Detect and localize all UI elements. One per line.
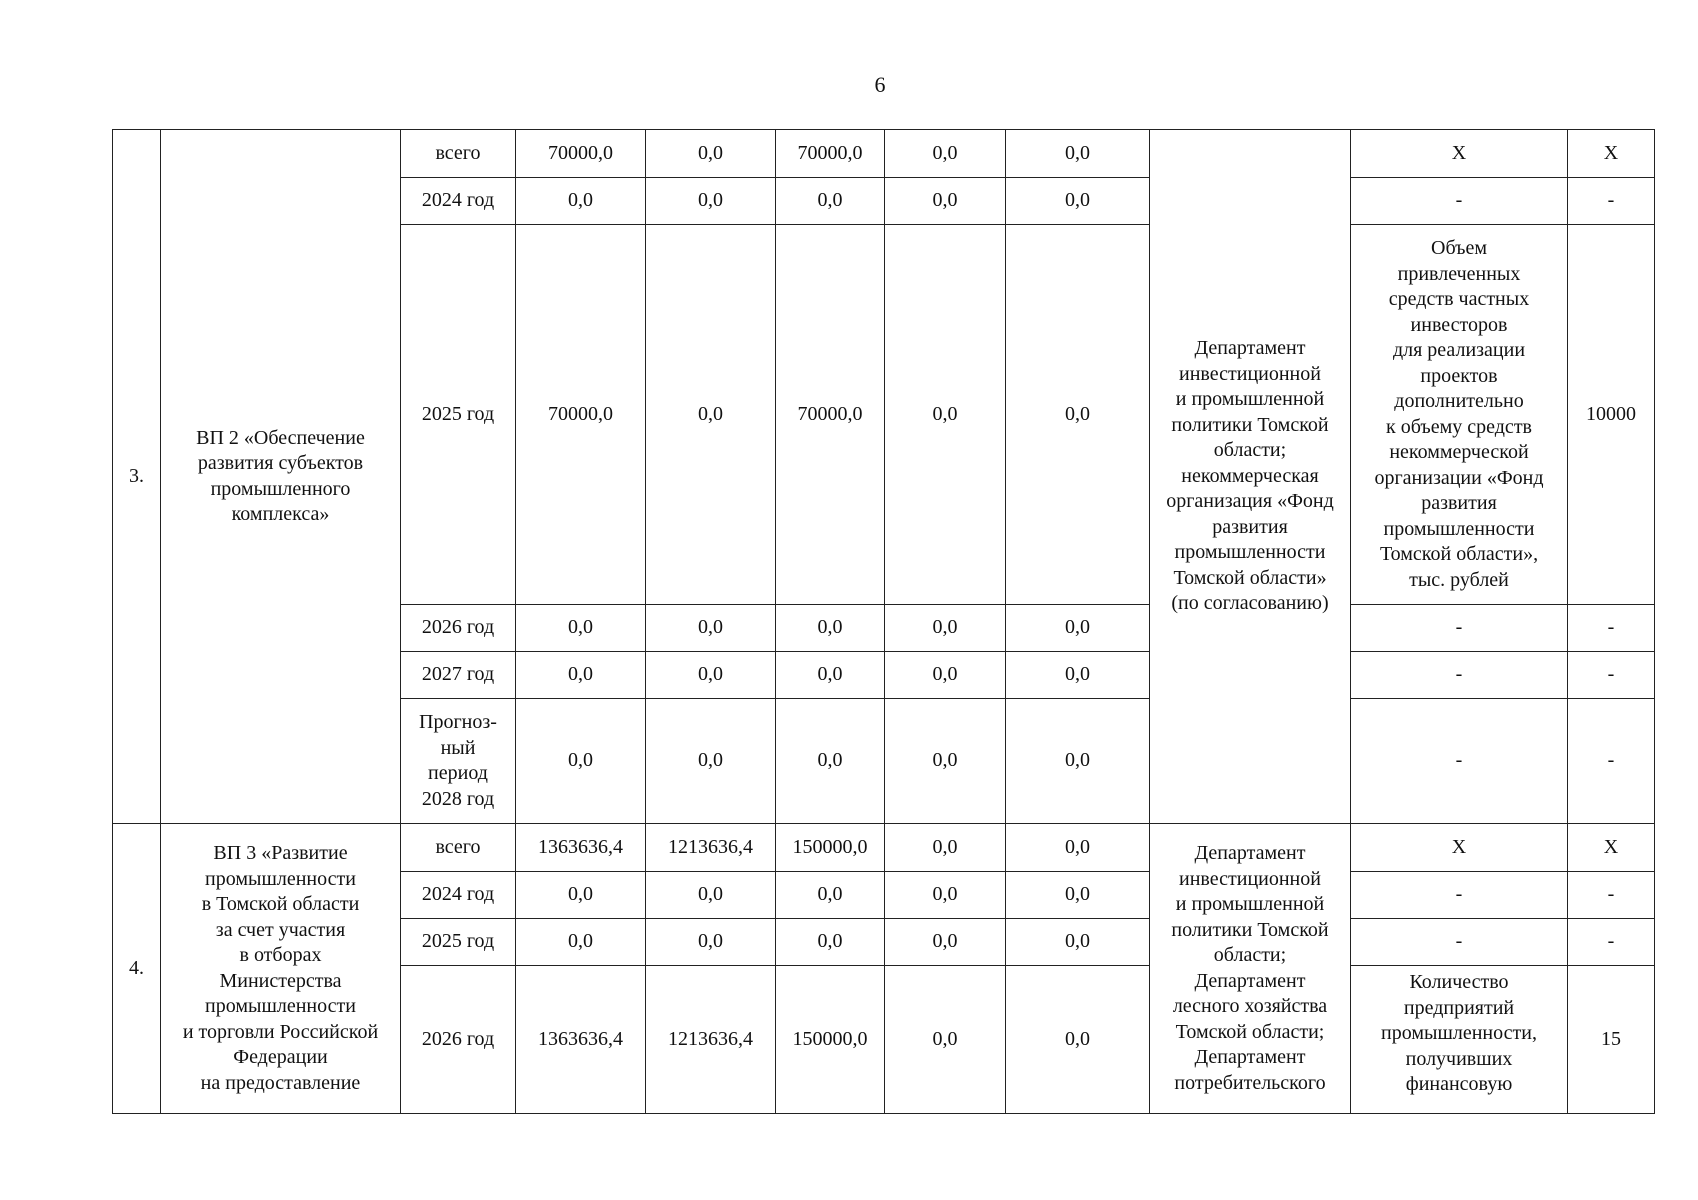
value-cell: 150000,0 bbox=[776, 824, 885, 872]
indicator-cell: - bbox=[1351, 872, 1568, 919]
budget-table bbox=[112, 129, 1655, 1114]
value-cell: 1213636,4 bbox=[646, 966, 776, 1114]
value-cell: 70000,0 bbox=[516, 130, 646, 178]
value-cell: 0,0 bbox=[1006, 699, 1150, 824]
value-cell: 150000,0 bbox=[776, 966, 885, 1114]
value-cell: 0,0 bbox=[646, 652, 776, 699]
value-cell: 0,0 bbox=[1006, 652, 1150, 699]
program-name: ВП 2 «Обеспечение развития субъектов промышленного комплекса» bbox=[161, 130, 401, 824]
indicator-value-cell: X bbox=[1568, 130, 1655, 178]
indicator-value-cell: - bbox=[1568, 919, 1655, 966]
value-cell: 0,0 bbox=[885, 919, 1006, 966]
value-cell: 0,0 bbox=[646, 605, 776, 652]
period-cell: 2026 год bbox=[401, 966, 516, 1114]
period-cell: 2024 год bbox=[401, 872, 516, 919]
value-cell: 0,0 bbox=[1006, 605, 1150, 652]
period-cell: 2025 год bbox=[401, 919, 516, 966]
value-cell: 0,0 bbox=[516, 178, 646, 225]
row-number: 3. bbox=[113, 130, 161, 824]
value-cell: 0,0 bbox=[1006, 178, 1150, 225]
indicator-value-cell: - bbox=[1568, 872, 1655, 919]
value-cell: 0,0 bbox=[1006, 130, 1150, 178]
value-cell: 0,0 bbox=[885, 605, 1006, 652]
value-cell: 70000,0 bbox=[776, 225, 885, 605]
value-cell: 0,0 bbox=[885, 872, 1006, 919]
indicator-cell: X bbox=[1351, 130, 1568, 178]
value-cell: 0,0 bbox=[885, 130, 1006, 178]
value-cell: 0,0 bbox=[776, 605, 885, 652]
value-cell: 0,0 bbox=[885, 178, 1006, 225]
indicator-cell: - bbox=[1351, 699, 1568, 824]
indicator-cell: X bbox=[1351, 824, 1568, 872]
period-cell: всего bbox=[401, 824, 516, 872]
value-cell: 0,0 bbox=[646, 178, 776, 225]
value-cell: 0,0 bbox=[1006, 824, 1150, 872]
value-cell: 70000,0 bbox=[776, 130, 885, 178]
value-cell: 0,0 bbox=[885, 966, 1006, 1114]
indicator-value-cell: - bbox=[1568, 605, 1655, 652]
indicator-value-cell: X bbox=[1568, 824, 1655, 872]
value-cell: 0,0 bbox=[646, 919, 776, 966]
value-cell: 1213636,4 bbox=[646, 824, 776, 872]
value-cell: 0,0 bbox=[885, 824, 1006, 872]
responsible-executor: Департамент инвестиционной и промышленной политики Томской области; некоммерческая организация «Фонд развития промышленности Томской области» (по согласованию) bbox=[1150, 130, 1351, 824]
value-cell: 0,0 bbox=[885, 225, 1006, 605]
row-number: 4. bbox=[113, 824, 161, 1114]
period-cell: 2025 год bbox=[401, 225, 516, 605]
value-cell: 0,0 bbox=[516, 605, 646, 652]
value-cell: 0,0 bbox=[516, 919, 646, 966]
value-cell: 0,0 bbox=[646, 872, 776, 919]
indicator-cell: - bbox=[1351, 919, 1568, 966]
value-cell: 0,0 bbox=[646, 130, 776, 178]
program-name: ВП 3 «Развитие промышленности в Томской области за счет участия в отборах Министерства промышленности и торговли Российской Федерации на предоставление bbox=[161, 824, 401, 1114]
responsible-executor: Департамент инвестиционной и промышленной политики Томской области; Департамент лесного хозяйства Томской области; Департамент потребительского bbox=[1150, 824, 1351, 1114]
indicator-cell: - bbox=[1351, 605, 1568, 652]
value-cell: 0,0 bbox=[885, 699, 1006, 824]
period-cell: 2027 год bbox=[401, 652, 516, 699]
value-cell: 0,0 bbox=[516, 699, 646, 824]
indicator-value-cell: 15 bbox=[1568, 966, 1655, 1114]
value-cell: 0,0 bbox=[516, 872, 646, 919]
value-cell: 0,0 bbox=[646, 699, 776, 824]
value-cell: 70000,0 bbox=[516, 225, 646, 605]
value-cell: 0,0 bbox=[1006, 872, 1150, 919]
value-cell: 0,0 bbox=[885, 652, 1006, 699]
value-cell: 0,0 bbox=[1006, 225, 1150, 605]
period-cell: 2024 год bbox=[401, 178, 516, 225]
value-cell: 0,0 bbox=[776, 699, 885, 824]
table-row bbox=[113, 824, 1655, 872]
value-cell: 0,0 bbox=[776, 178, 885, 225]
indicator-value-cell: - bbox=[1568, 699, 1655, 824]
value-cell: 0,0 bbox=[1006, 966, 1150, 1114]
indicator-cell: Объем привлеченных средств частных инвесторов для реализации проектов дополнительно к объему средств некоммерческой организации «Фонд развития промышленности Томской области», тыс. рублей bbox=[1351, 225, 1568, 605]
indicator-cell: - bbox=[1351, 178, 1568, 225]
value-cell: 1363636,4 bbox=[516, 824, 646, 872]
period-cell: всего bbox=[401, 130, 516, 178]
value-cell: 0,0 bbox=[646, 225, 776, 605]
indicator-value-cell: - bbox=[1568, 652, 1655, 699]
page-number: 6 bbox=[874, 72, 886, 97]
value-cell: 0,0 bbox=[776, 652, 885, 699]
value-cell: 0,0 bbox=[516, 652, 646, 699]
table-row bbox=[113, 130, 1655, 178]
value-cell: 0,0 bbox=[1006, 919, 1150, 966]
indicator-value-cell: 10000 bbox=[1568, 225, 1655, 605]
value-cell: 0,0 bbox=[776, 919, 885, 966]
indicator-value-cell: - bbox=[1568, 178, 1655, 225]
value-cell: 1363636,4 bbox=[516, 966, 646, 1114]
indicator-cell: - bbox=[1351, 652, 1568, 699]
period-cell: 2026 год bbox=[401, 605, 516, 652]
indicator-cell: Количество предприятий промышленности, получивших финансовую bbox=[1351, 966, 1568, 1114]
value-cell: 0,0 bbox=[776, 872, 885, 919]
period-cell: Прогноз- ный период 2028 год bbox=[401, 699, 516, 824]
